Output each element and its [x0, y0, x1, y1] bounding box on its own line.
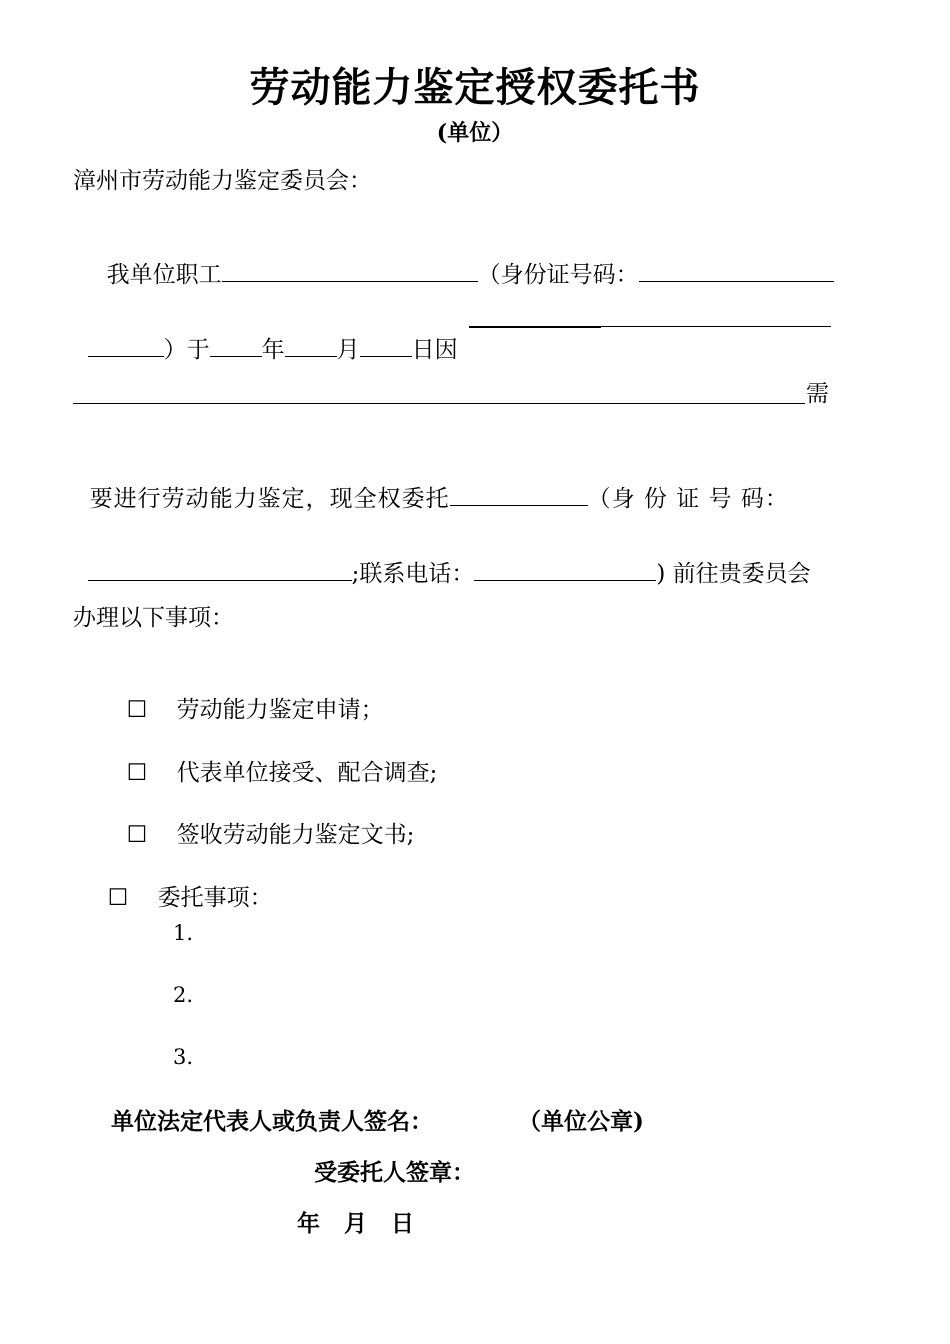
entrust-text: 要进行劳动能力鉴定，现全权委托 [89, 486, 450, 512]
document-subtitle: (单位） [436, 120, 514, 146]
option-entrusted-matters[interactable] [93, 853, 273, 913]
day-field[interactable] [360, 334, 412, 357]
agent-id-field[interactable] [88, 558, 352, 581]
line-employee [92, 229, 834, 290]
numbered-item-1: 1. [173, 921, 194, 945]
year-label: 年 [261, 337, 285, 363]
date-line: 年 月 日 [297, 1210, 415, 1237]
checkbox-icon[interactable]: ☐ [107, 885, 129, 911]
agent-signature-label: 受委托人签章： [314, 1159, 475, 1186]
document-title: 劳动能力鉴定授权委托书 [249, 64, 701, 111]
option-label: 劳动能力鉴定申请； [176, 697, 384, 723]
id-colon: ： [615, 262, 639, 288]
employee-id-field[interactable] [639, 259, 834, 282]
option-label: 签收劳动能力鉴定文书; [176, 822, 415, 848]
addressee: 漳州市劳动能力鉴定委员会： [73, 168, 372, 194]
agent-id-label: （身 份 证 号 码： [587, 486, 789, 512]
option-investigation[interactable] [112, 728, 437, 788]
checkbox-icon[interactable]: ☐ [126, 697, 148, 723]
employee-id-field-cont[interactable] [88, 334, 164, 357]
month-label: 月 [336, 337, 360, 363]
option-receive-docs[interactable] [112, 790, 414, 850]
month-field[interactable] [285, 334, 337, 357]
reason-field-cont[interactable] [73, 403, 805, 404]
employee-name-field[interactable] [222, 259, 478, 282]
reason-field[interactable] [601, 326, 831, 327]
employee-label: 我单位职工 [106, 262, 222, 288]
numbered-item-3: 3. [173, 1045, 194, 1069]
unit-seal-label: （单位公章) [518, 1108, 644, 1135]
option-apply[interactable] [112, 665, 384, 725]
option-label: 代表单位接受、配合调查; [176, 760, 438, 786]
line-entrust [73, 453, 789, 514]
legal-rep-signature-label: 单位法定代表人或负责人签名： [111, 1108, 433, 1135]
year-field[interactable] [210, 334, 262, 357]
phone-field[interactable] [474, 558, 656, 581]
line-phone [73, 528, 811, 589]
go-to-committee: ) 前往贵委员会 [656, 561, 811, 587]
numbered-item-2: 2. [173, 983, 194, 1007]
need-char: 需 [806, 381, 829, 407]
agent-name-field[interactable] [450, 483, 588, 506]
checkbox-icon[interactable]: ☐ [126, 760, 148, 786]
phone-label: ;联系电话： [351, 561, 475, 587]
reason-field-start[interactable] [469, 326, 601, 328]
id-label: （身份证号码 [477, 262, 616, 288]
handle-matters: 办理以下事项： [73, 605, 234, 631]
day-label: 日因 [411, 337, 458, 363]
option-label: 委托事项： [157, 885, 273, 911]
checkbox-icon[interactable]: ☐ [126, 822, 148, 848]
date-prefix: ）于 [163, 337, 210, 363]
line-date [73, 304, 458, 365]
